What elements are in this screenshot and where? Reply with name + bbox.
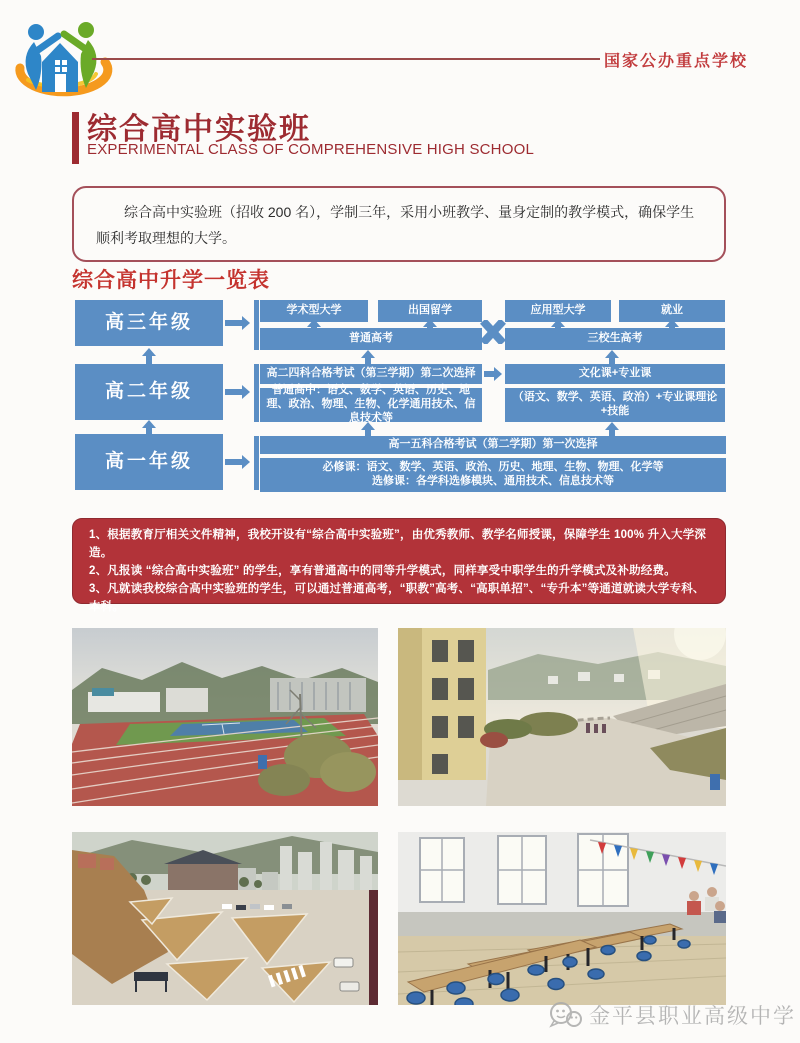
enrollment-flowchart bbox=[72, 294, 726, 494]
arrow-right-icon bbox=[484, 371, 494, 377]
note-line: 1、根据教育厅相关文件精神，我校开设有“综合高中实验班”，由优秀教师、教学名师授课，保障学生 100% 升入大学深造。 bbox=[89, 529, 707, 559]
g11-vocational-track-box: 文化课+专业课 bbox=[505, 364, 725, 384]
g10-elective-courses: 选修课：各学科选修模块、通用技术、信息技术等 bbox=[372, 475, 614, 487]
exam-general-gaokao: 普通高考 bbox=[260, 328, 482, 350]
arrow-up-icon bbox=[146, 427, 152, 434]
wechat-icon bbox=[548, 1001, 582, 1029]
g11-second-choice-box: 高二四科合格考试（第三学期）第二次选择 bbox=[260, 364, 482, 384]
g11-vocational-courses-box: （语文、数学、英语、政治）+专业课理论+技能 bbox=[505, 388, 725, 422]
cafeteria-photo bbox=[398, 832, 726, 1005]
divider-bar bbox=[254, 300, 259, 350]
arrow-up-icon bbox=[365, 429, 371, 436]
policy-notes-banner bbox=[72, 518, 726, 613]
g10-courses-box bbox=[260, 458, 726, 492]
page-title: 综合高中实验班 bbox=[87, 113, 311, 146]
note-line: 2、凡报读 “综合高中实验班” 的学生，享有普通高中的同等升学模式，同样享受中职学生的升学模式及补助经费。 bbox=[89, 565, 676, 577]
grade-12-box: 高三年级 bbox=[75, 300, 223, 346]
flowchart-heading: 综合高中升学一览表 bbox=[72, 269, 270, 292]
divider-bar bbox=[254, 436, 259, 490]
title-accent-bar bbox=[72, 112, 79, 164]
outcome-study-abroad: 出国留学 bbox=[378, 300, 482, 322]
divider-bar bbox=[254, 364, 259, 422]
intro-text: 综合高中实验班（招收 200 名），学制三年，采用小班教学、量身定制的教学模式，确保学生顺利考取理想的大学。 bbox=[96, 204, 695, 246]
arrow-right-icon bbox=[225, 459, 242, 465]
note-line: 3、凡就读我校综合高中实验班的学生，可以通过普通高考，“职教”高考、“高职单招”、“专升本”等通道就读大学专科、本科。 bbox=[89, 583, 705, 613]
outcome-academic-university: 学术型大学 bbox=[260, 300, 368, 322]
g11-general-courses-box: 普通高中：语文、数学、英语、历史、地理、政治、物理、生物、化学通用技术、信息技术等 bbox=[260, 388, 482, 422]
exam-vocational-gaokao: 三校生高考 bbox=[505, 328, 725, 350]
intro-box bbox=[72, 186, 726, 262]
outcome-applied-university: 应用型大学 bbox=[505, 300, 611, 322]
watermark-text: 金平县职业高级中学 bbox=[589, 1005, 796, 1028]
training-ground-photo bbox=[72, 832, 378, 1005]
footer-watermark bbox=[548, 1000, 796, 1030]
header-rule bbox=[92, 58, 600, 60]
arrow-up-icon bbox=[609, 429, 615, 436]
arrow-up-icon bbox=[609, 357, 615, 364]
g10-first-choice-box: 高一五科合格考试（第二学期）第一次选择 bbox=[260, 436, 726, 454]
sports-field-photo bbox=[72, 628, 378, 806]
grade-10-box: 高一年级 bbox=[75, 434, 223, 490]
g10-required-courses: 必修课：语文、数学、英语、政治、历史、地理、生物、物理、化学等 bbox=[322, 461, 664, 474]
grade-11-box: 高二年级 bbox=[75, 364, 223, 420]
cross-paths-icon bbox=[480, 320, 506, 344]
arrow-up-icon bbox=[365, 357, 371, 364]
school-logo-icon bbox=[8, 12, 114, 114]
arrow-right-icon bbox=[225, 320, 242, 326]
campus-road-photo bbox=[398, 628, 726, 806]
arrow-up-icon bbox=[146, 355, 152, 364]
arrow-right-icon bbox=[225, 389, 242, 395]
page-title-english: EXPERIMENTAL CLASS OF COMPREHENSIVE HIGH SCHOOL bbox=[87, 141, 534, 158]
outcome-employment: 就业 bbox=[619, 300, 725, 322]
school-type-badge: 国家公办重点学校 bbox=[604, 53, 749, 70]
